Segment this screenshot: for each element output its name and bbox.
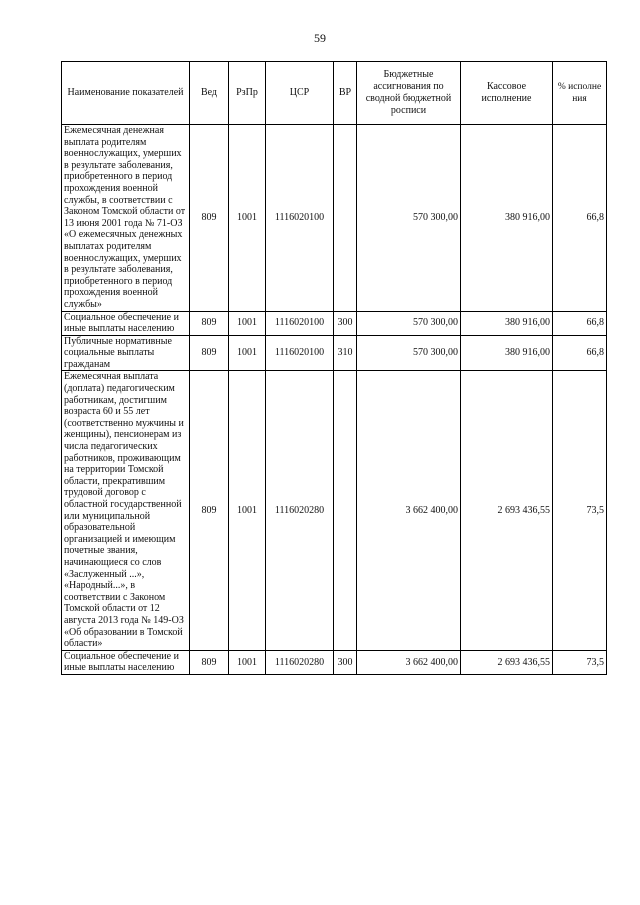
row-cash-execution: 2 693 436,55: [461, 371, 553, 650]
row-assignments: 570 300,00: [357, 311, 461, 335]
row-percent: 66,8: [553, 311, 607, 335]
row-ved: 809: [190, 311, 229, 335]
row-csr: 1116020280: [266, 371, 334, 650]
table-row: [62, 650, 607, 674]
row-name: Ежемесячная денежная выплата родителям военнослужащих, умерших в результате заболевания, приобретенного в период прохождения военной службы, в соответствии с Законом Томской области от 13 июня 2001 года № 71-ОЗ «О ежемесячных денежных выплатах родителям военнослужащих, умерших в результате заболевания, приобретенного в период прохождения военной службы»: [62, 125, 190, 312]
row-assignments: 3 662 400,00: [357, 650, 461, 674]
table-row: [62, 335, 607, 371]
row-rzpr: 1001: [229, 311, 266, 335]
column-header-rzpr: РзПр: [229, 62, 266, 125]
table-row: [62, 311, 607, 335]
column-header-csr: ЦСР: [266, 62, 334, 125]
row-name: Социальное обеспечение и иные выплаты населению: [62, 311, 190, 335]
row-assignments: 3 662 400,00: [357, 371, 461, 650]
row-name: Публичные нормативные социальные выплаты гражданам: [62, 335, 190, 371]
table-row: [62, 371, 607, 650]
row-name: Социальное обеспечение и иные выплаты населению: [62, 650, 190, 674]
column-header-name: Наименование показателей: [62, 62, 190, 125]
row-rzpr: 1001: [229, 125, 266, 312]
row-cash-execution: 2 693 436,55: [461, 650, 553, 674]
row-assignments: 570 300,00: [357, 335, 461, 371]
row-assignments: 570 300,00: [357, 125, 461, 312]
row-csr: 1116020100: [266, 125, 334, 312]
page-number: 59: [314, 31, 326, 45]
row-ved: 809: [190, 371, 229, 650]
row-csr: 1116020100: [266, 311, 334, 335]
row-percent: 66,8: [553, 335, 607, 371]
row-vr: 300: [334, 311, 357, 335]
table-header-row: [62, 62, 607, 125]
row-rzpr: 1001: [229, 650, 266, 674]
row-ved: 809: [190, 335, 229, 371]
row-csr: 1116020100: [266, 335, 334, 371]
table-row: [62, 125, 607, 312]
row-ved: 809: [190, 650, 229, 674]
row-cash-execution: 380 916,00: [461, 125, 553, 312]
budget-execution-table: [61, 61, 607, 675]
column-header-vr: ВР: [334, 62, 357, 125]
row-percent: 73,5: [553, 371, 607, 650]
row-csr: 1116020280: [266, 650, 334, 674]
column-header-ved: Вед: [190, 62, 229, 125]
row-vr: [334, 125, 357, 312]
row-vr: 300: [334, 650, 357, 674]
row-percent: 66,8: [553, 125, 607, 312]
row-cash-execution: 380 916,00: [461, 335, 553, 371]
column-header-assignments: Бюджетные ассигнования по сводной бюджетной росписи: [357, 62, 461, 125]
column-header-percent: % исполне ния: [553, 62, 607, 125]
row-vr: 310: [334, 335, 357, 371]
row-rzpr: 1001: [229, 335, 266, 371]
column-header-cash-execution: Кассовое исполнение: [461, 62, 553, 125]
row-rzpr: 1001: [229, 371, 266, 650]
row-name: Ежемесячная выплата (доплата) педагогическим работникам, достигшим возраста 60 и 55 лет (соответственно мужчины и женщины), пенсионерам из числа педагогических работников, проживающим на территории Томской области, прекратившим трудовой договор с областной государственной или муниципальной образовательной организацией и имеющим почетные звания, начинающиеся со слов «Заслуженный ...», «Народный...», в соответствии с Законом Томской области от 12 августа 2013 года № 149-ОЗ «Об образовании в Томской области»: [62, 371, 190, 650]
row-vr: [334, 371, 357, 650]
row-percent: 73,5: [553, 650, 607, 674]
row-cash-execution: 380 916,00: [461, 311, 553, 335]
row-ved: 809: [190, 125, 229, 312]
